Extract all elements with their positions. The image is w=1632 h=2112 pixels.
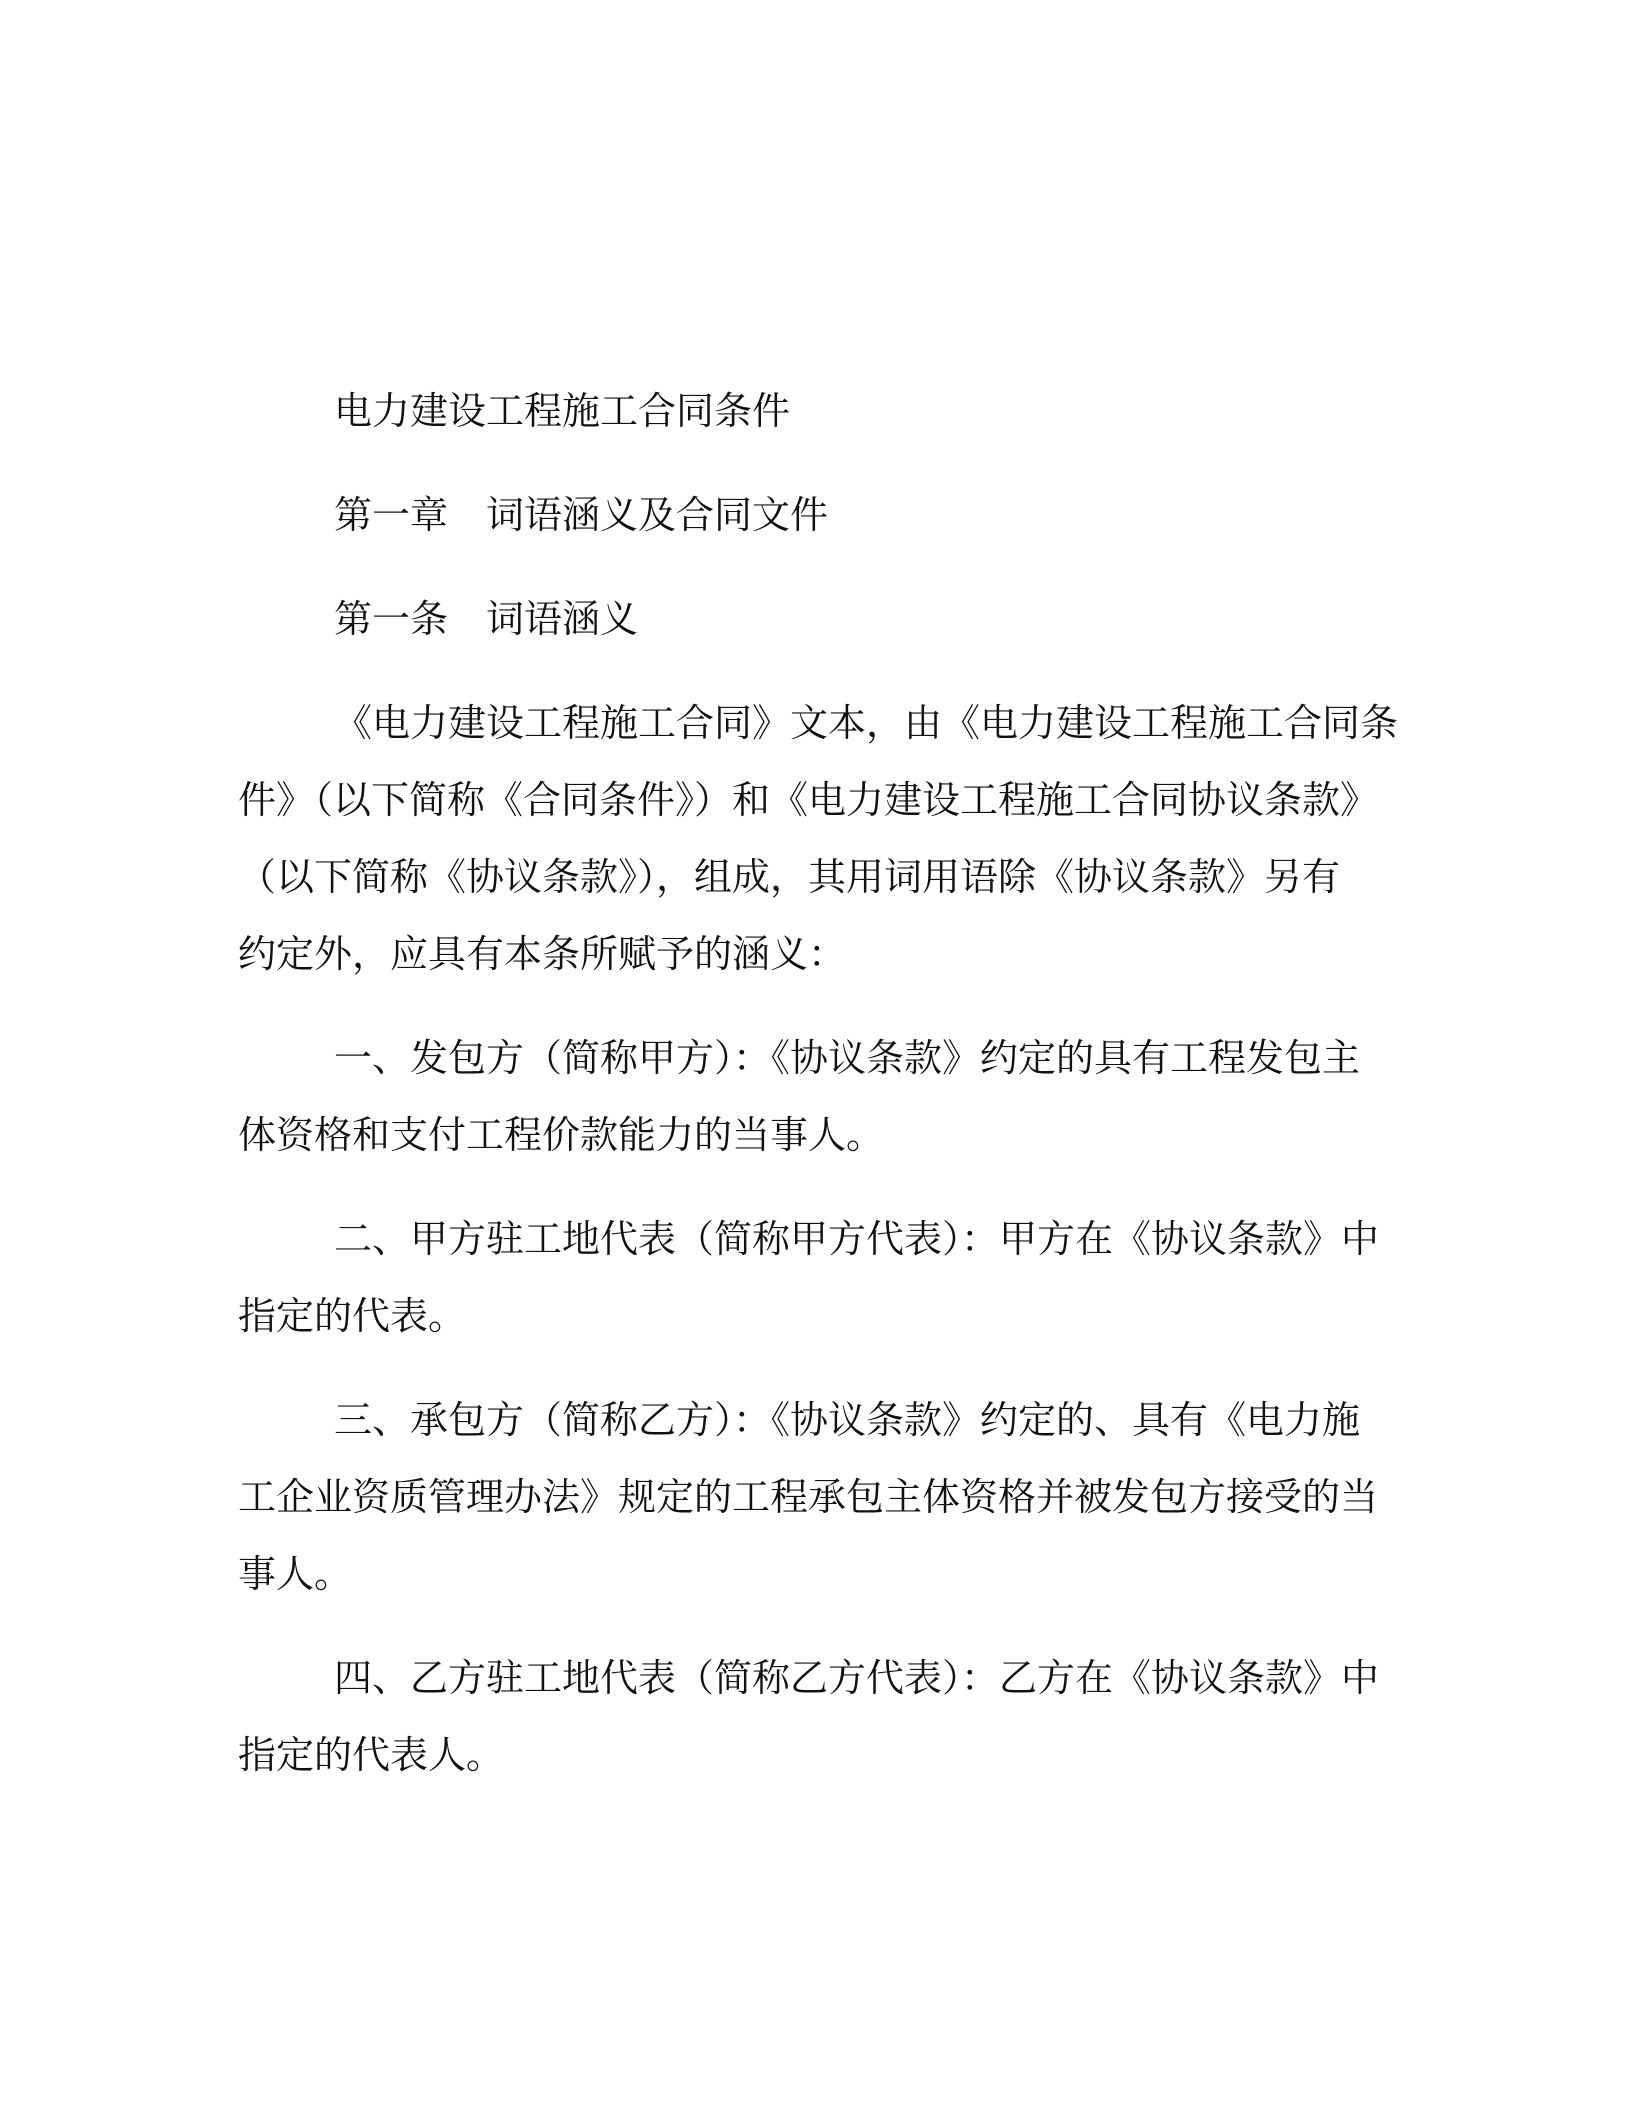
chapter-name: 词语涵义及合同文件 bbox=[486, 493, 829, 537]
paragraph-line: 体资格和支付工程价款能力的当事人。 bbox=[238, 1113, 885, 1157]
article-name: 词语涵义 bbox=[486, 597, 639, 641]
paragraph-line: 四、乙方驻工地代表（简称乙方代表）：乙方在《协议条款》中 bbox=[334, 1656, 1380, 1700]
paragraph-line: 约定外，应具有本条所赋予的涵义： bbox=[238, 932, 847, 976]
paragraph-line: 件》（以下简称《合同条件》）和《电力建设工程施工合同协议条款》 bbox=[238, 778, 1379, 822]
paragraph-line: 事人。 bbox=[238, 1552, 353, 1596]
document-title: 电力建设工程施工合同条件 bbox=[334, 389, 791, 433]
paragraph-line: 二、甲方驻工地代表（简称甲方代表）：甲方在《协议条款》中 bbox=[334, 1217, 1380, 1261]
paragraph-line: 工企业资质管理办法》规定的工程承包主体资格并被发包方接受的当 bbox=[238, 1475, 1379, 1519]
paragraph-line: 三、承包方（简称乙方）：《协议条款》约定的、具有《电力施 bbox=[334, 1398, 1361, 1442]
chapter-number: 第一章 bbox=[334, 493, 449, 537]
chapter-heading bbox=[334, 492, 828, 538]
article-heading bbox=[334, 596, 638, 642]
paragraph-line: （以下简称《协议条款》），组成，其用词用语除《协议条款》另有 bbox=[238, 855, 1341, 899]
paragraph-line: 指定的代表。 bbox=[238, 1294, 467, 1338]
article-number: 第一条 bbox=[334, 597, 449, 641]
paragraph-line: 一、发包方（简称甲方）：《协议条款》约定的具有工程发包主 bbox=[334, 1036, 1361, 1080]
paragraph-line: 指定的代表人。 bbox=[238, 1733, 505, 1777]
paragraph-line: 《电力建设工程施工合同》文本，由《电力建设工程施工合同条 bbox=[334, 701, 1399, 745]
